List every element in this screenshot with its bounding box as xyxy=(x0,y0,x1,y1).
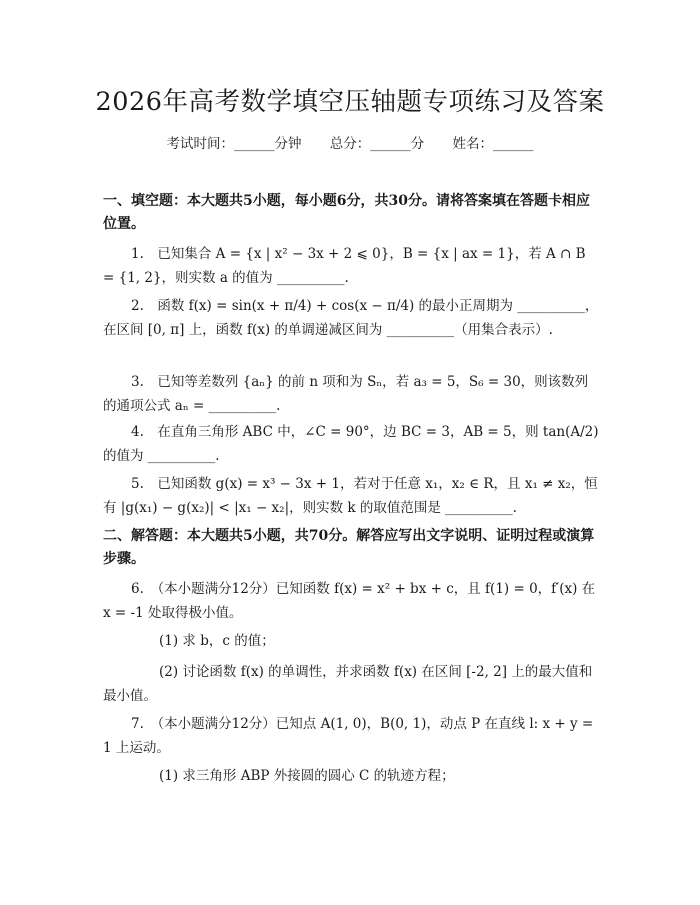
question-1: 1. 已知集合 A = {x | x² − 3x + 2 ⩽ 0}，B = {x | ax = 1}，若 A ∩ B = {1, 2}，则实数 a 的值为 __________. xyxy=(103,246,586,286)
question-6-part-1: (1) 求 b，c 的值； xyxy=(159,633,275,649)
section-heading-fill-in: 一、填空题：本大题共5小题，每小题6分，共30分。请将答案填在答题卡相应位置。 xyxy=(103,193,590,232)
question-7: 7. （本小题满分12分）已知点 A(1, 0)，B(0, 1)，动点 P 在直线 l: x + y = 1 上运动。 xyxy=(103,716,594,756)
question-7-part-1: (1) 求三角形 ABP 外接圆的圆心 C 的轨迹方程； xyxy=(159,768,455,784)
question-6-part-2: (2) 讨论函数 f(x) 的单调性，并求函数 f(x) 在区间 [-2, 2] 上的最大值和最小值。 xyxy=(103,664,593,704)
question-4: 4. 在直角三角形 ABC 中，∠C = 90°，边 BC = 3，AB = 5，则 tan(A/2) 的值为 __________. xyxy=(103,424,599,464)
total-score-field: 总分：______分 xyxy=(329,136,425,152)
section-heading-solution: 二、解答题：本大题共5小题，共70分。解答应写出文字说明、证明过程或演算步骤。 xyxy=(103,528,595,567)
question-3: 3. 已知等差数列 {aₙ} 的前 n 项和为 Sₙ，若 a₃ = 5，S₆ = 30，则该数列的通项公式 aₙ = __________. xyxy=(103,374,589,414)
exam-info-row xyxy=(0,132,700,152)
exam-time-field: 考试时间：______分钟 xyxy=(166,136,302,152)
question-2: 2. 函数 f(x) = sin(x + π/4) + cos(x − π/4) 的最小正周期为 __________，在区间 [0, π] 上，函数 f(x) 的单调递减区间为 __________（用集合表示）. xyxy=(103,298,599,338)
question-6: 6. （本小题满分12分）已知函数 f(x) = x² + bx + c，且 f(1) = 0，f′(x) 在 x = -1 处取得极小值。 xyxy=(103,581,596,621)
question-5: 5. 已知函数 g(x) = x³ − 3x + 1，若对于任意 x₁，x₂ ∈ R，且 x₁ ≠ x₂，恒有 |g(x₁) − g(x₂)| < |x₁ − x₂|，则实数 k 的取值范围是 __________. xyxy=(103,476,598,516)
page-title: 2026年高考数学填空压轴题专项练习及答案 xyxy=(95,87,605,117)
student-name-field: 姓名：______ xyxy=(452,136,534,152)
